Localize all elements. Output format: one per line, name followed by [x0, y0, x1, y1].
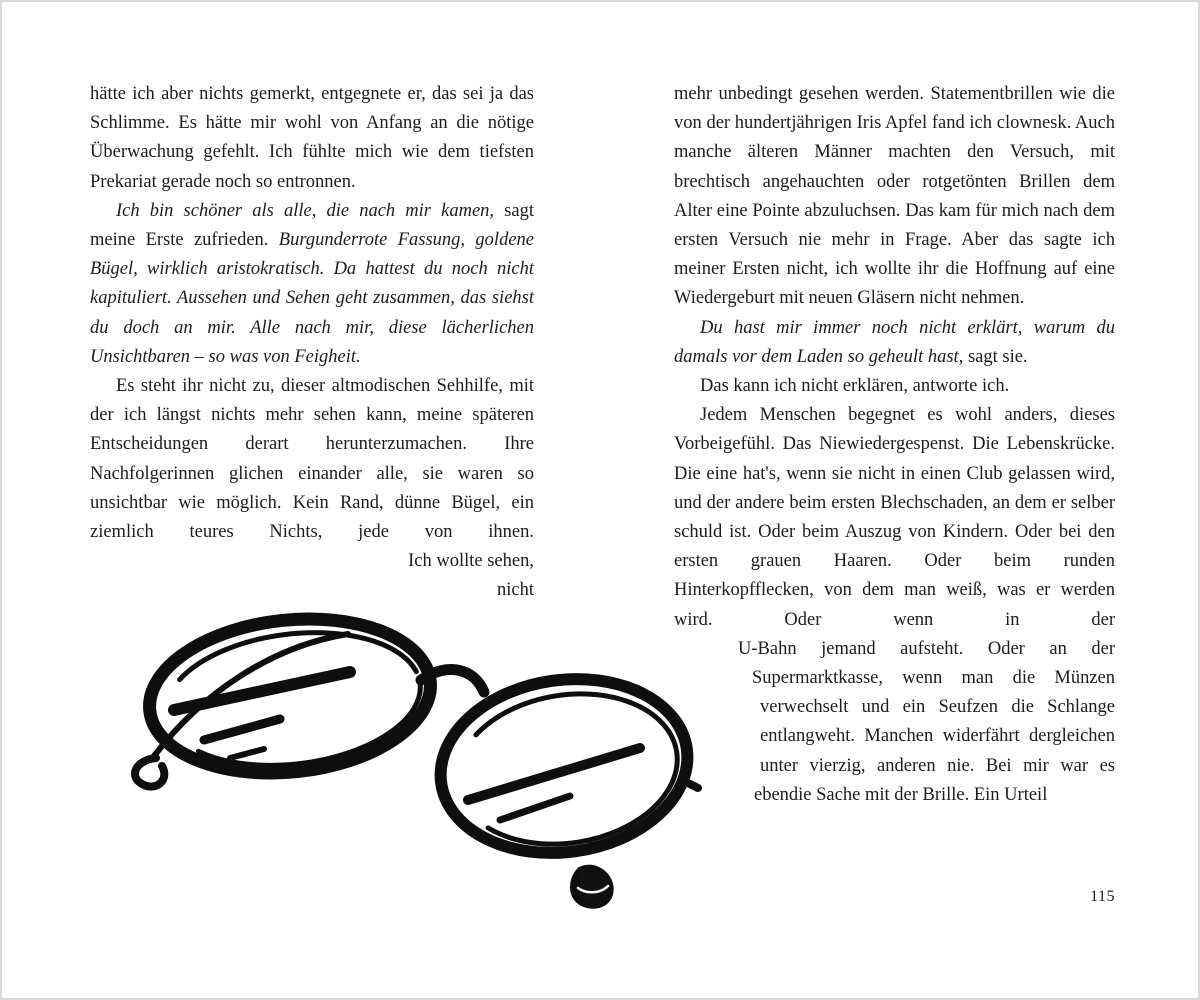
- body-text: U-Bahn jemand aufsteht. Oder an der Supermarktkasse, wenn man die Münzen verwechselt und ein Seufzen die Schlange entlangweht. Manchen widerfährt dergleichen unter vierzig, anderen nie. Bei mir war es ebendie Sache mit der Brille. Ein Urteil: [738, 638, 1115, 805]
- glasses-ink-drawing: [112, 588, 712, 928]
- italic-text: Ich bin schöner als alle, die nach mir kamen,: [116, 200, 495, 221]
- paragraph: hätte ich aber nichts gemerkt, entgegnete er, das sei ja das Schlimme. Es hätte mir wohl von Anfang an die nötige Überwachung gefehlt. Ich fühlte mich wie dem tiefsten Prekariat gerade noch so entronnen.: [90, 84, 534, 192]
- paragraph: [674, 314, 1115, 372]
- paragraph-wrapped: [674, 635, 1115, 810]
- paragraph-tail-line: Ich wollte sehen,: [408, 551, 534, 572]
- page-number: 115: [1090, 888, 1115, 905]
- paragraph: [90, 197, 534, 372]
- paragraph: mehr unbedingt gesehen werden. Statementbrillen wie die von der hundertjährigen Iris Apfel fand ich clownesk. Auch manche älteren Männer machten den Versuch, mit brechtisch angehauchten oder rotgetönten Brillen dem Alter eine Pointe abzuluchsen. Das kam für mich nach dem ersten Versuch nie mehr in Frage. Aber das sagte ich meiner Ersten nicht, ich wollte ihr die Hoffnung auf eine Wiedergeburt mit neuen Gläsern nicht nehmen.: [674, 84, 1115, 309]
- body-text: sagt sie.: [963, 346, 1028, 367]
- italic-text: Du hast mir immer noch nicht erklärt, warum du damals vor dem Laden so geheult hast,: [674, 317, 1115, 367]
- paragraph: Das kann ich nicht erklären, antworte ich.: [700, 376, 1010, 397]
- italic-text: Burgunderrote Fassung, goldene Bügel, wirklich aristokratisch. Da hattest du noch nicht kapituliert. Aussehen und Sehen geht zusammen, das siehst du doch an mir. Alle nach mir, diese lächerlichen Unsichtbaren – so was von Feigheit.: [90, 230, 534, 367]
- left-column: [90, 80, 534, 606]
- body-text: sagt meine Erste zufrieden.: [90, 200, 534, 251]
- paragraph: Es steht ihr nicht zu, dieser altmodischen Sehhilfe, mit der ich längst nichts mehr sehen kann, meine späteren Entscheidungen derart herunterzumachen. Ihre Nachfolgerinnen glichen einander alle, sie waren so unsichtbar wie möglich. Kein Rand, dünne Bügel, ein ziemlich teures Nichts, jede von ihnen.: [90, 376, 534, 543]
- paragraph: Jedem Menschen begegnet es wohl anders, dieses Vorbeigefühl. Das Niewiedergespenst. Die Lebenskrücke. Die eine hat's, wenn sie nicht in einen Club gelassen wird, und der andere beim ersten Blechschaden, an dem er selber schuld ist. Oder beim Auszug von Kindern. Oder bei den ersten grauen Haaren. Oder beim runden Hinterkopfflecken, von dem man weiß, was er werden wird. Oder wenn in der: [674, 405, 1115, 630]
- right-column: [674, 80, 1115, 810]
- paragraph-tail-line: nicht: [497, 580, 534, 601]
